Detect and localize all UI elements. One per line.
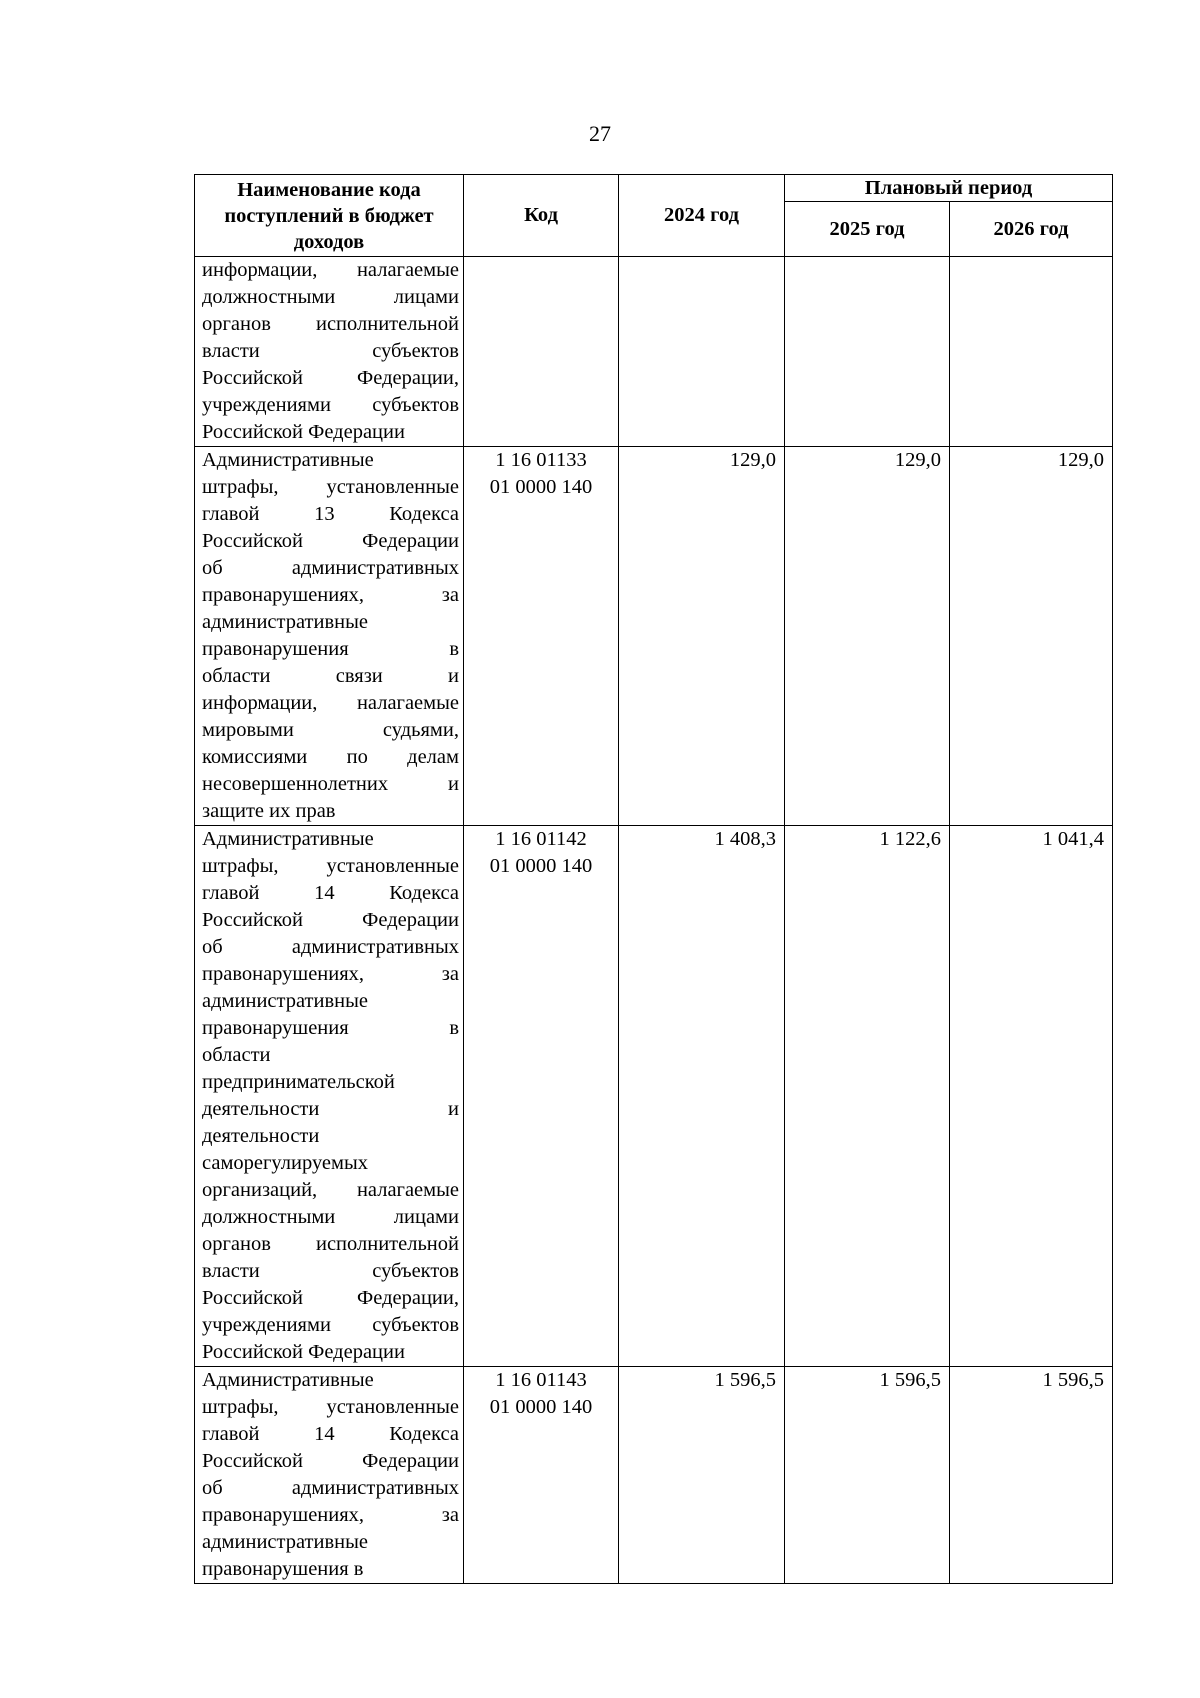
revenue-code-cell: [464, 1367, 619, 1584]
revenue-name-line: административные: [202, 990, 368, 1012]
revenue-name-line: об административных: [202, 557, 459, 579]
revenue-name-line: Административные: [202, 1369, 374, 1391]
revenue-name-line: правонарушения в: [202, 638, 459, 660]
revenue-name-cell: [195, 257, 464, 447]
header-planned-period: Плановый период: [785, 175, 1113, 202]
revenue-name-line: Российской Федерации: [202, 909, 459, 931]
revenue-name-line: несовершеннолетних и: [202, 773, 459, 795]
value-2025-cell: 129,0: [785, 447, 950, 826]
header-name: Наименование кода поступлений в бюджет доходов: [195, 175, 464, 257]
revenue-name-line: Административные: [202, 828, 374, 850]
revenue-code-line: 01 0000 140: [489, 1396, 593, 1418]
revenue-name-line: штрафы, установленные: [202, 855, 459, 877]
revenue-name-line: деятельности: [202, 1125, 320, 1147]
revenue-name-line: об административных: [202, 936, 459, 958]
value-2024-cell: 1 408,3: [619, 826, 785, 1367]
value-2025-cell: 1 122,6: [785, 826, 950, 1367]
revenue-name-line: Российской Федерации: [202, 1341, 405, 1363]
revenue-name-line: правонарушения в: [202, 1558, 364, 1580]
value-2024-cell: 1 596,5: [619, 1367, 785, 1584]
value-2026-cell: 1 596,5: [950, 1367, 1113, 1584]
header-code: Код: [464, 175, 619, 257]
revenue-name-line: органов исполнительной: [202, 313, 459, 335]
revenue-name-cell: [195, 447, 464, 826]
revenue-name-line: правонарушениях, за: [202, 963, 459, 985]
value-2024-cell: [619, 257, 785, 447]
revenue-name-line: должностными лицами: [202, 1206, 459, 1228]
revenue-name-line: области связи и: [202, 665, 459, 687]
revenue-name-line: саморегулируемых: [202, 1152, 369, 1174]
revenue-name-line: учреждениями субъектов: [202, 1314, 459, 1336]
revenue-code-cell: [464, 257, 619, 447]
revenue-name-line: правонарушения в: [202, 1017, 459, 1039]
revenue-code-line: 1 16 01142: [495, 828, 587, 850]
revenue-name-cell: [195, 826, 464, 1367]
value-2024-cell: 129,0: [619, 447, 785, 826]
revenue-name-line: органов исполнительной: [202, 1233, 459, 1255]
revenue-name-line: области: [202, 1044, 271, 1066]
revenue-name-line: предпринимательской: [202, 1071, 395, 1093]
revenue-name-line: Российской Федерации: [202, 421, 405, 443]
revenue-name-line: об административных: [202, 1477, 459, 1499]
revenue-code-line: 1 16 01133: [495, 449, 587, 471]
table-row: [195, 257, 1113, 447]
revenue-name-line: штрафы, установленные: [202, 476, 459, 498]
revenue-name-cell: [195, 1367, 464, 1584]
revenue-name-line: Российской Федерации: [202, 530, 459, 552]
revenue-code-line: 1 16 01143: [495, 1369, 587, 1391]
revenue-name-line: учреждениями субъектов: [202, 394, 459, 416]
revenue-name-line: Российской Федерации: [202, 1450, 459, 1472]
revenue-name-line: Административные: [202, 449, 374, 471]
table-row: [195, 447, 1113, 826]
revenue-name-line: правонарушениях, за: [202, 1504, 459, 1526]
revenue-code-line: 01 0000 140: [489, 855, 593, 877]
revenue-code-line: 01 0000 140: [489, 476, 593, 498]
revenue-name-line: главой 14 Кодекса: [202, 882, 459, 904]
revenue-name-line: Российской Федерации,: [202, 367, 459, 389]
revenue-name-line: организаций, налагаемые: [202, 1179, 459, 1201]
revenue-name-line: штрафы, установленные: [202, 1396, 459, 1418]
revenue-name-line: власти субъектов: [202, 1260, 459, 1282]
revenue-code-cell: [464, 447, 619, 826]
table-header: [195, 175, 1113, 257]
revenue-code-cell: [464, 826, 619, 1367]
budget-revenue-table-wrap: [194, 174, 1112, 1584]
revenue-name-line: мировыми судьями,: [202, 719, 459, 741]
page-number: 27: [589, 121, 611, 146]
value-2026-cell: 1 041,4: [950, 826, 1113, 1367]
table-row: [195, 1367, 1113, 1584]
revenue-name-line: комиссиями по делам: [202, 746, 459, 768]
value-2026-cell: [950, 257, 1113, 447]
header-year-2025: 2025 год: [785, 202, 950, 257]
table-row: [195, 826, 1113, 1367]
revenue-name-line: информации, налагаемые: [202, 259, 459, 281]
revenue-name-line: защите их прав: [202, 800, 336, 822]
revenue-name-line: деятельности и: [202, 1098, 459, 1120]
budget-revenue-table: [194, 174, 1113, 1584]
value-2026-cell: 129,0: [950, 447, 1113, 826]
header-year-2024: 2024 год: [619, 175, 785, 257]
revenue-name-line: Российской Федерации,: [202, 1287, 459, 1309]
revenue-name-line: правонарушениях, за: [202, 584, 459, 606]
revenue-name-line: главой 14 Кодекса: [202, 1423, 459, 1445]
revenue-name-line: главой 13 Кодекса: [202, 503, 459, 525]
revenue-name-line: административные: [202, 611, 368, 633]
revenue-name-line: должностными лицами: [202, 286, 459, 308]
value-2025-cell: 1 596,5: [785, 1367, 950, 1584]
revenue-name-line: административные: [202, 1531, 368, 1553]
table-body: [195, 257, 1113, 1584]
revenue-name-line: информации, налагаемые: [202, 692, 459, 714]
revenue-name-line: власти субъектов: [202, 340, 459, 362]
value-2025-cell: [785, 257, 950, 447]
header-year-2026: 2026 год: [950, 202, 1113, 257]
